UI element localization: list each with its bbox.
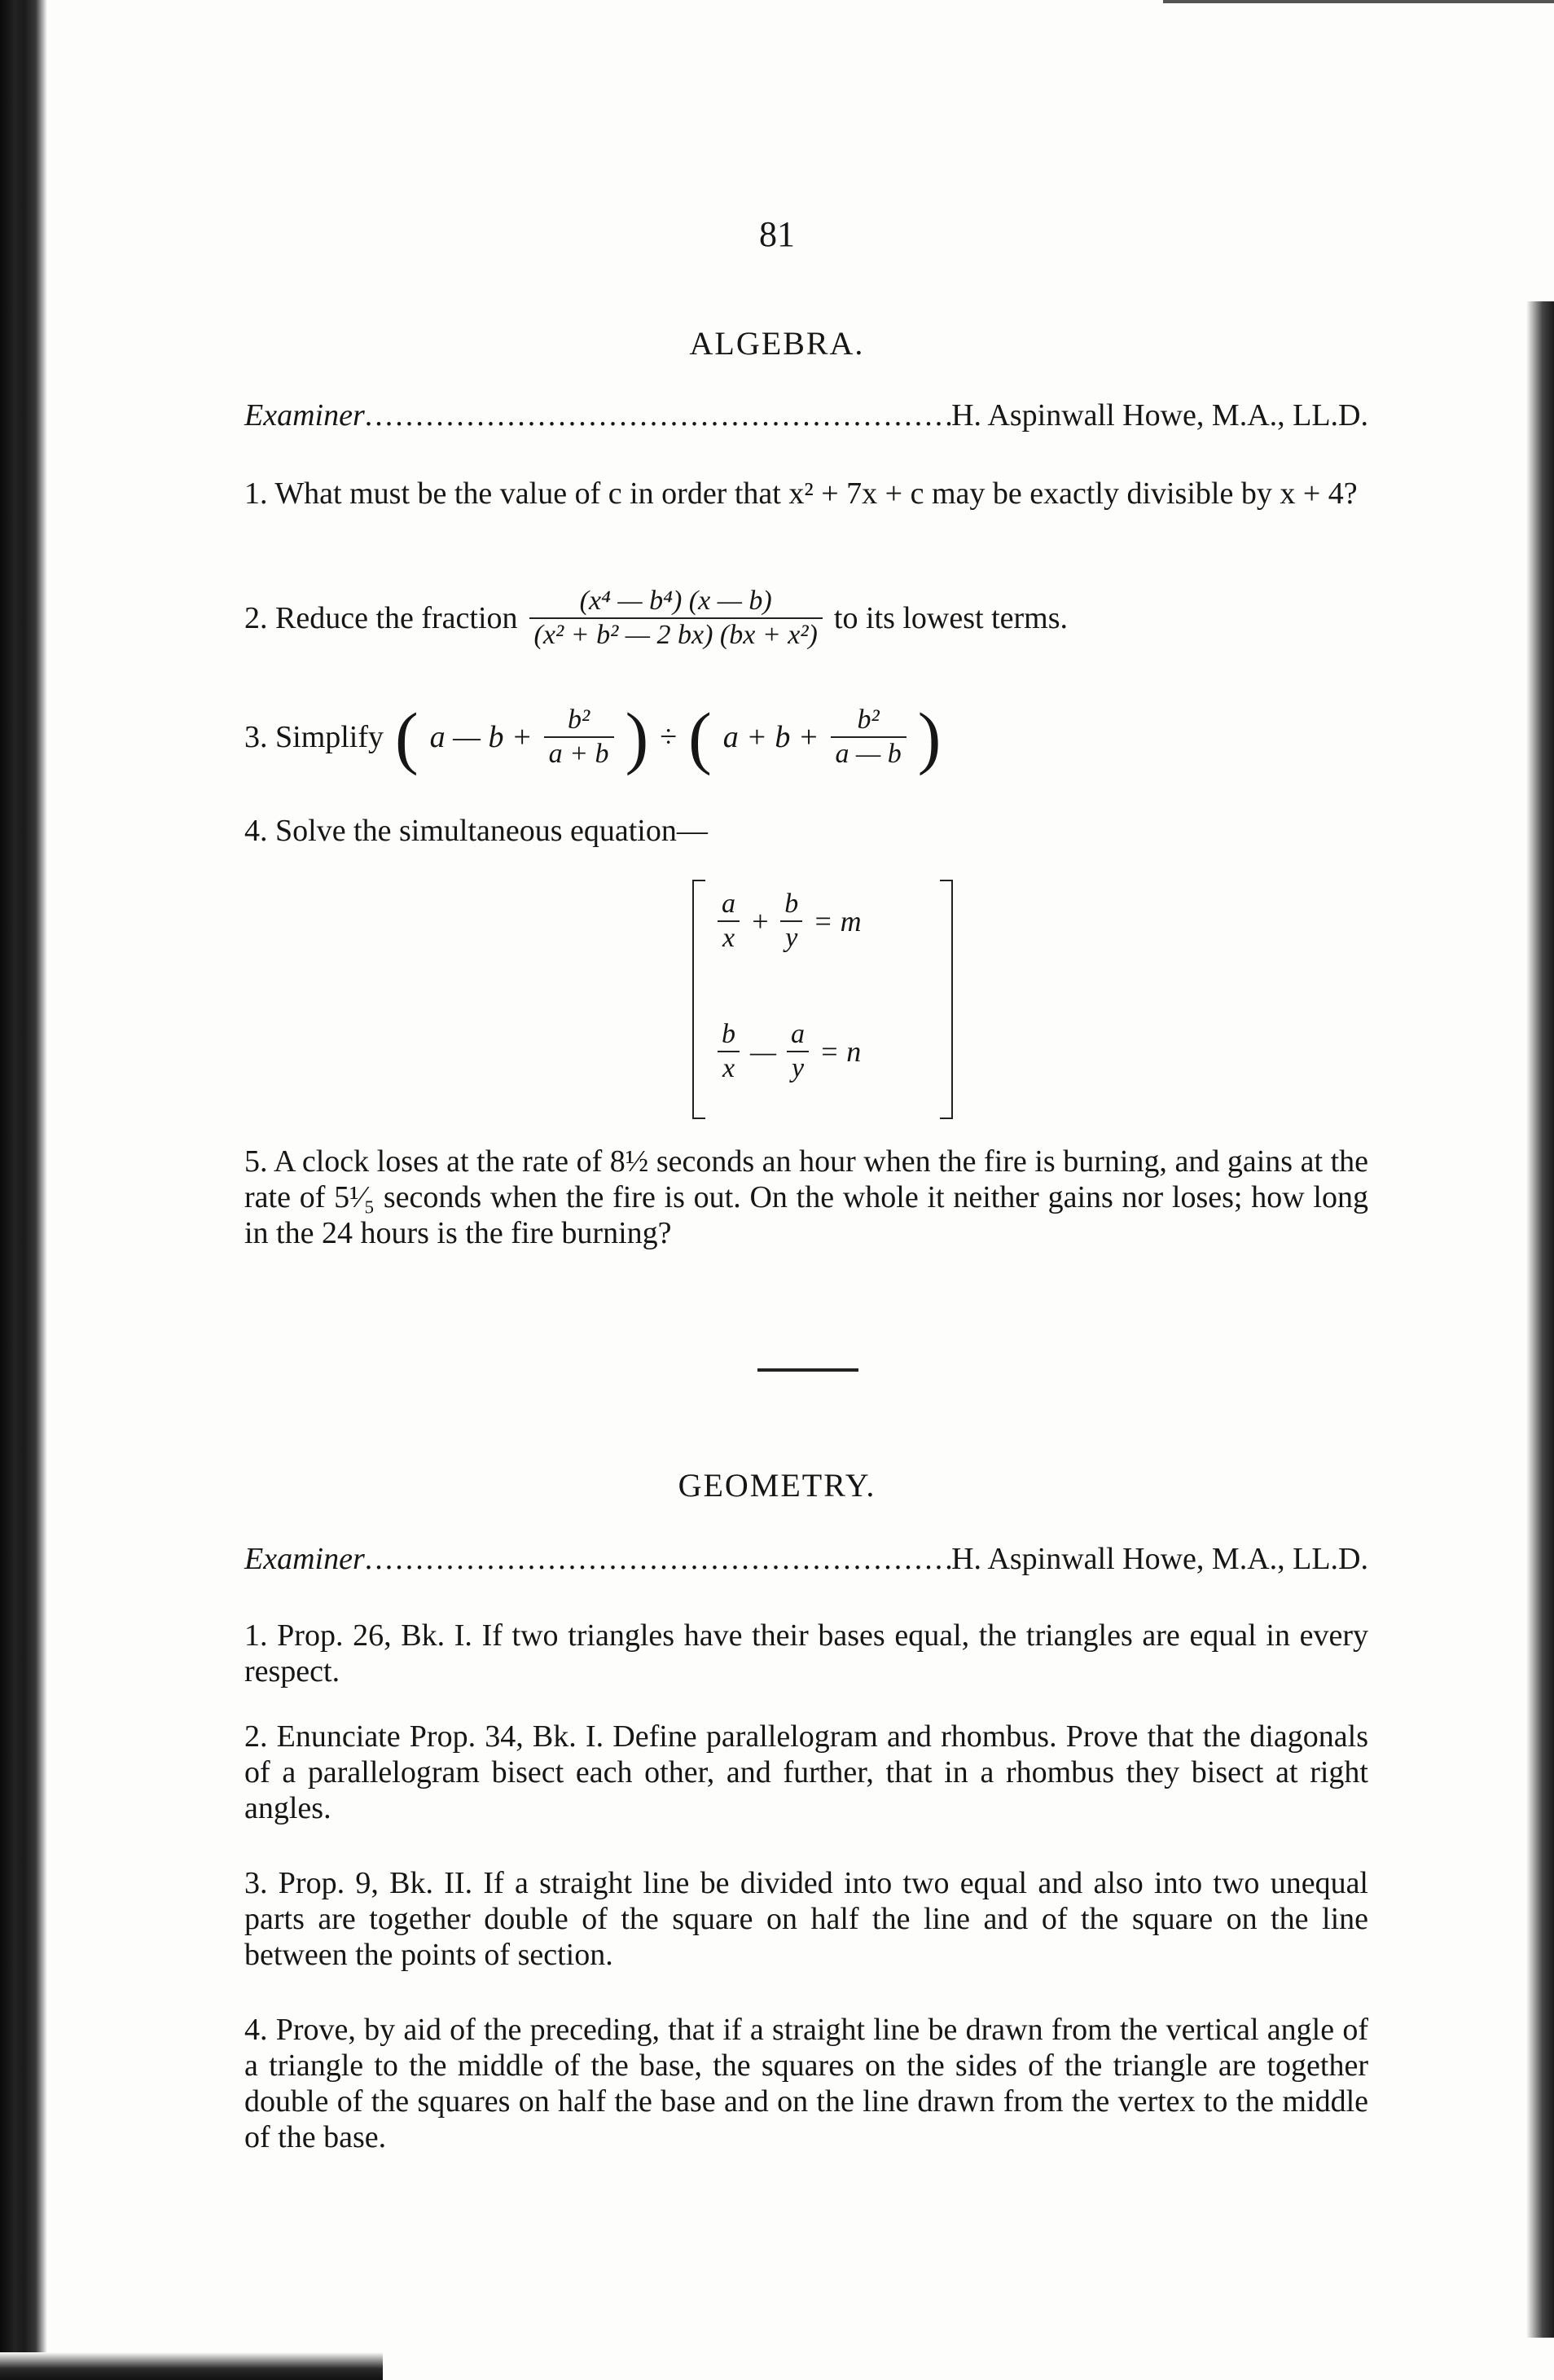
left-paren: ( bbox=[688, 698, 712, 776]
algebra-question-4: 4. Solve the simultaneous equation— bbox=[244, 814, 708, 848]
q3-right-frac-num: b² bbox=[857, 705, 880, 735]
q2-numerator: (x⁴ — b⁴) (x — b) bbox=[579, 586, 772, 616]
algebra-examiner-label: Examiner bbox=[244, 398, 365, 433]
q3-right-fraction bbox=[831, 704, 906, 771]
eq2-term2-den: y bbox=[787, 1051, 809, 1085]
eq1-operator: + bbox=[750, 905, 770, 938]
q3-divide-sign: ÷ bbox=[660, 720, 678, 754]
eq1-term2 bbox=[779, 888, 803, 955]
geometry-question-4: 4. Prove, by aid of the preceding, that if a straight line be drawn from the vertical angle of a triangle to the middle of the base, the squares on the sides of the triangle are together double of the squares on half the base and on the line drawn from the vertex to the middle of the base. bbox=[244, 2013, 1368, 2154]
eq1-term2-den: y bbox=[780, 920, 802, 955]
q2-denominator: (x² + b² — 2 bx) (bx + x²) bbox=[529, 617, 823, 652]
q3-left-group: a — b + bbox=[429, 720, 533, 754]
q2-prefix: 2. Reduce the fraction bbox=[244, 601, 518, 635]
geometry-heading: GEOMETRY. bbox=[678, 1467, 876, 1504]
left-bracket bbox=[692, 880, 705, 1119]
q3-left-fraction bbox=[544, 704, 614, 771]
eq2-term1 bbox=[717, 1018, 740, 1085]
geometry-question-3: 3. Prop. 9, Bk. II. If a straight line be divided into two equal and also into two unequal parts are together double of the square on half the line and of the square on the line between the points of section. bbox=[244, 1866, 1368, 1972]
algebra-question-2 bbox=[244, 585, 1068, 652]
eq1-term1-den: x bbox=[718, 920, 740, 955]
scan-top-edge bbox=[1163, 0, 1554, 3]
q3-left-frac-den: a + b bbox=[544, 736, 614, 771]
right-bracket bbox=[940, 880, 953, 1119]
scan-right-edge bbox=[1526, 301, 1554, 2338]
eq2-term2 bbox=[786, 1018, 810, 1085]
eq2-rhs: = n bbox=[819, 1035, 862, 1068]
eq2-operator: — bbox=[750, 1035, 777, 1068]
right-paren: ) bbox=[917, 698, 942, 776]
dot-leader bbox=[365, 397, 951, 433]
algebra-examiner-name: H. Aspinwall Howe, M.A., LL.D. bbox=[951, 398, 1368, 433]
q3-prefix: 3. Simplify bbox=[244, 720, 384, 754]
eq2-term1-num: b bbox=[722, 1019, 735, 1049]
eq2-term2-num: a bbox=[791, 1019, 806, 1049]
page-number: 81 bbox=[759, 214, 795, 254]
geometry-question-2: 2. Enunciate Prop. 34, Bk. I. Define parallelogram and rhombus. Prove that the diagonals of a parallelogram bisect each other, and further, that in a rhombus they bisect at right angles. bbox=[244, 1719, 1368, 1825]
geometry-question-1: 1. Prop. 26, Bk. I. If two triangles have their bases equal, the triangles are equal in every respect. bbox=[244, 1618, 1368, 1688]
left-paren: ( bbox=[395, 698, 419, 776]
dot-leader bbox=[365, 1541, 951, 1577]
equation-2 bbox=[717, 1018, 861, 1085]
q3-right-frac-den: a — b bbox=[831, 736, 906, 771]
q3-right-group: a + b + bbox=[722, 720, 819, 754]
algebra-examiner-line bbox=[244, 397, 1368, 433]
eq1-rhs: = m bbox=[813, 905, 862, 938]
eq1-term1 bbox=[717, 888, 740, 955]
eq1-term2-num: b bbox=[784, 889, 799, 919]
eq2-term1-den: x bbox=[718, 1051, 740, 1085]
equation-1 bbox=[717, 888, 862, 955]
right-paren: ) bbox=[625, 698, 649, 776]
eq1-term1-num: a bbox=[722, 889, 735, 919]
algebra-question-5: 5. A clock loses at the rate of 8½ seconds an hour when the fire is burning, and gains at the rate of 5¹⁄₅ seconds when the fire is out. On the whole it neither gains nor loses; how long in the 24 hours is the fire burning? bbox=[244, 1144, 1368, 1250]
q3-left-frac-num: b² bbox=[567, 705, 590, 735]
section-divider bbox=[757, 1368, 858, 1372]
geometry-examiner-label: Examiner bbox=[244, 1542, 365, 1576]
geometry-examiner-line bbox=[244, 1541, 1368, 1577]
q2-suffix: to its lowest terms. bbox=[833, 601, 1068, 635]
geometry-examiner-name: H. Aspinwall Howe, M.A., LL.D. bbox=[951, 1542, 1368, 1576]
simultaneous-equations bbox=[692, 880, 953, 1124]
q2-fraction bbox=[529, 585, 823, 652]
algebra-heading: ALGEBRA. bbox=[689, 325, 865, 362]
scan-bottom-edge bbox=[0, 2352, 383, 2380]
algebra-question-3 bbox=[244, 698, 942, 776]
algebra-question-1: 1. What must be the value of c in order that x² + 7x + c may be exactly divisible by x + 4? bbox=[244, 476, 1358, 511]
